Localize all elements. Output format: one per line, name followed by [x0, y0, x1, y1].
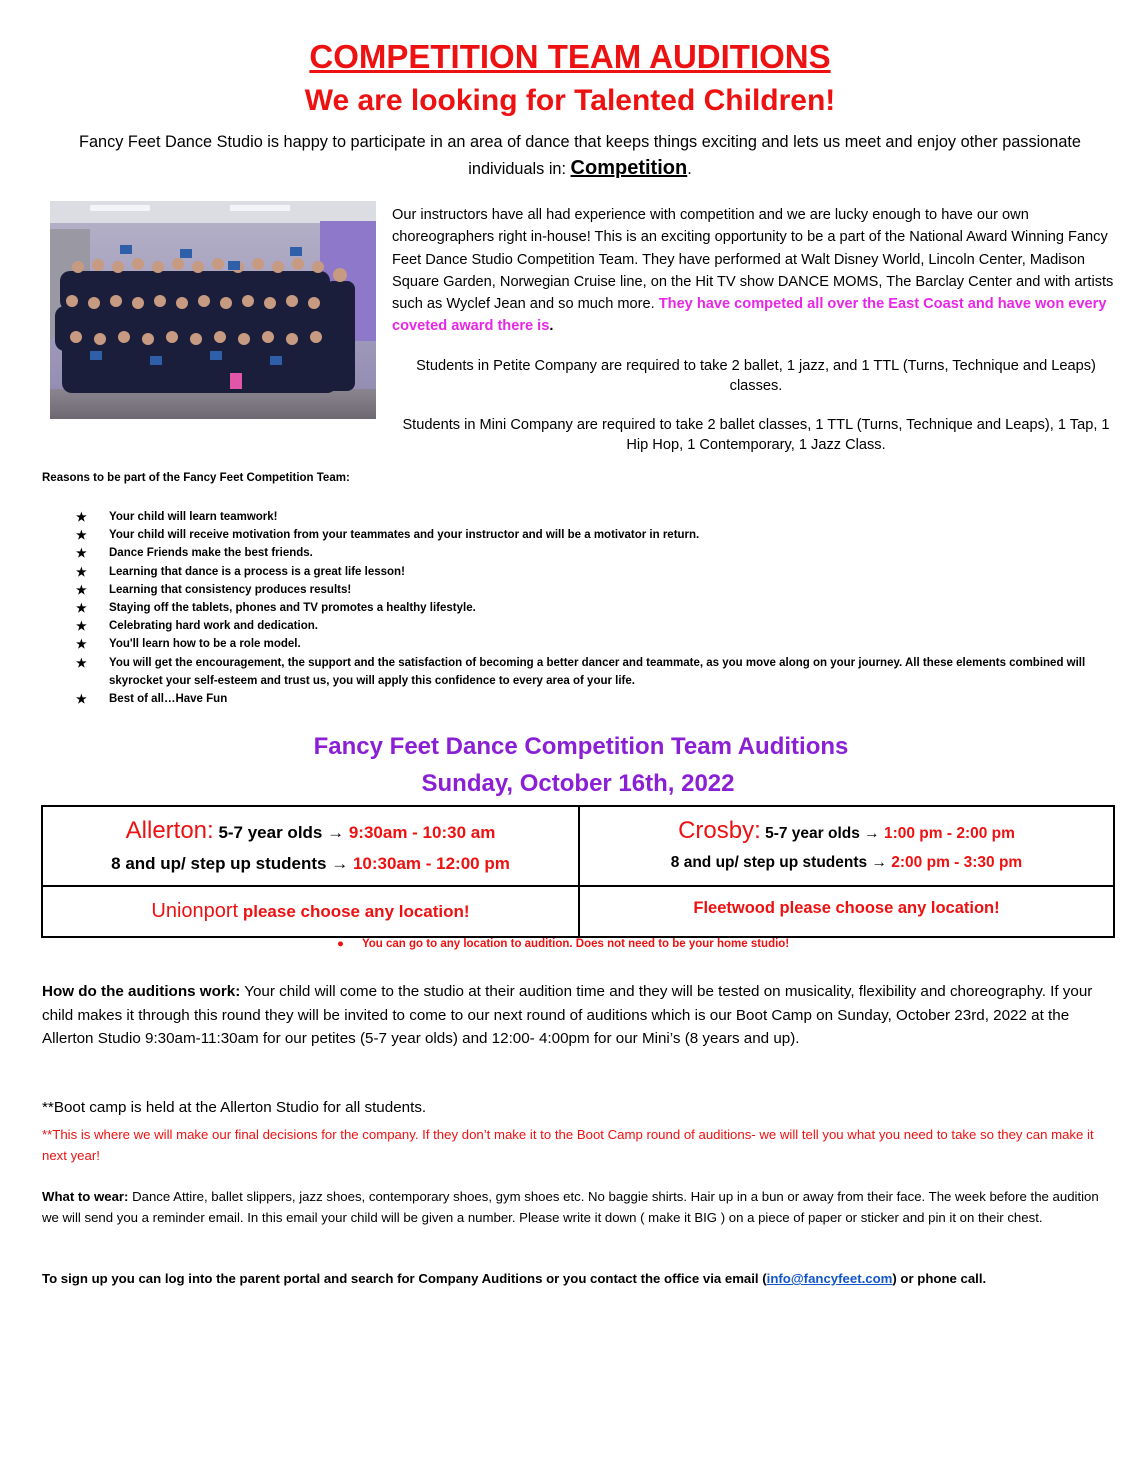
- reason-text: Your child will receive motivation from your teammates and your instructor and will be a motivator in return.: [109, 529, 700, 542]
- about-body: Our instructors have all had experience with competition and we are lucky enough to have our own choreographers right in-house! This is an exciting opportunity to be a part of the National Award Winning Fancy Feet Dance Studio Competition Team. They have performed at Walt Disney World, Lincoln Center, Madison Square Garden, Norwegian Cruise line, on the Hit TV show DANCE MOMS, The Barclay Center and with artists such as Wyclef Jean and so much more.: [392, 207, 1114, 313]
- location-note-text: You can go to any location to audition. Does not need to be your home studio!: [361, 938, 790, 950]
- star-icon: ★: [76, 601, 87, 616]
- signup-info: [42, 1270, 1117, 1288]
- star-icon: ★: [76, 619, 87, 634]
- star-icon: ★: [76, 528, 87, 543]
- crosby-line2: [580, 854, 1113, 872]
- unionport-line: [43, 900, 578, 923]
- allerton-time1: 9:30am - 10:30 am: [348, 823, 496, 842]
- bootcamp-location: **Boot camp is held at the Allerton Studio for all students.: [42, 1099, 427, 1116]
- how-text: Your child will come to the studio at their audition time and they will be tested on musicality, flexibility and choreography. If your child makes it through this round they will be invited to come to our next round of auditions which is our Boot Camp on Sunday, October 23rd, 2022 at the Allerton Studio 9:30am-11:30am for our petites (5-7 year olds) and 12:00- 4:00pm for our Mini’s (8 years and up).: [42, 983, 1093, 1047]
- reason-item: [76, 635, 1086, 653]
- intro-end: .: [687, 160, 692, 178]
- reason-text: Celebrating hard work and dedication.: [109, 620, 318, 633]
- crosby-time1: 1:00 pm - 2:00 pm: [883, 825, 1015, 842]
- reason-item: [76, 654, 1086, 690]
- star-icon: ★: [76, 692, 87, 707]
- crosby-group2: 8 and up/ step up students →: [670, 854, 887, 871]
- unionport-cell: [43, 887, 580, 936]
- reason-item: [76, 544, 1086, 562]
- reason-text: Dance Friends make the best friends.: [109, 547, 313, 560]
- reason-item: [76, 690, 1086, 708]
- crosby-group1: 5-7 year olds →: [765, 825, 880, 842]
- mini-requirements: Students in Mini Company are required to take 2 ballet classes, 1 TTL (Turns, Technique and Leaps), 1 Tap, 1 Hip Hop, 1 Contemporary, 1 Jazz Class.: [402, 417, 1110, 453]
- signup-text-end: ) or phone call.: [892, 1271, 987, 1286]
- reason-text: Staying off the tablets, phones and TV promotes a healthy lifestyle.: [109, 602, 476, 615]
- auditions-title: Fancy Feet Dance Competition Team Auditions: [313, 733, 849, 760]
- allerton-time2: 10:30am - 12:00 pm: [352, 854, 510, 873]
- allerton-name: Allerton:: [125, 817, 214, 844]
- reasons-heading: Reasons to be part of the Fancy Feet Competition Team:: [42, 472, 350, 484]
- about-highlight: They have competed all over the East Coast and have won every coveted award there is: [392, 296, 1107, 335]
- wear-label: What to wear:: [42, 1189, 129, 1204]
- star-icon: ★: [76, 655, 87, 670]
- star-icon: ★: [76, 637, 87, 652]
- reason-item: [76, 526, 1086, 544]
- about-paragraph: [392, 204, 1117, 338]
- reasons-list: [76, 508, 1086, 708]
- crosby-line1: [580, 817, 1113, 845]
- auditions-date: Sunday, October 16th, 2022: [421, 770, 735, 797]
- allerton-line1: [43, 817, 578, 845]
- unionport-text: please choose any location!: [242, 902, 470, 921]
- signup-text: To sign up you can log into the parent portal and search for Company Auditions or you contact the office via email (: [42, 1271, 767, 1286]
- reason-item: [76, 581, 1086, 599]
- wear-text: Dance Attire, ballet slippers, jazz shoes, contemporary shoes, gym shoes etc. No baggie shirts. Hair up in a bun or away from their face. The week before the audition we will send you a reminder email. In this email your child will be given a number. Please write it down ( make it BIG ) on a piece of paper or sticker and pin it on their chest.: [42, 1189, 1099, 1225]
- reason-item: [76, 599, 1086, 617]
- allerton-group1: 5-7 year olds →: [218, 823, 345, 842]
- reason-item: [76, 617, 1086, 635]
- crosby-time2: 2:00 pm - 3:30 pm: [891, 854, 1023, 871]
- reason-item: [76, 563, 1086, 581]
- reason-text: You'll learn how to be a role model.: [109, 638, 301, 651]
- star-icon: ★: [76, 510, 87, 524]
- allerton-line2: [43, 854, 578, 874]
- intro-highlight: Competition: [570, 157, 688, 179]
- crosby-name: Crosby:: [678, 817, 761, 844]
- unionport-name: Unionport: [151, 900, 239, 922]
- page-subtitle: We are looking for Talented Children!: [304, 84, 836, 117]
- star-icon: ★: [76, 546, 87, 561]
- star-icon: ★: [76, 582, 87, 597]
- crosby-cell: [580, 807, 1113, 887]
- reason-text: Best of all…Have Fun: [109, 693, 228, 706]
- team-photo: [50, 201, 376, 419]
- intro-text: [70, 129, 1090, 182]
- allerton-cell: [43, 807, 580, 887]
- bootcamp-decision: **This is where we will make our final decisions for the company. If they don’t make it to the Boot Camp round of auditions- we will tell you what you need to take so they can make it next year!: [42, 1127, 1094, 1163]
- page-title: COMPETITION TEAM AUDITIONS: [309, 38, 831, 75]
- reason-text: You will get the encouragement, the support and the satisfaction of becoming a better dancer and teammate, as you move along on your journey. All these elements combined will skyrocket your self-esteem and trust us, you will apply this confidence to every area of your life.: [109, 656, 1086, 687]
- email-link[interactable]: info@fancyfeet.com: [766, 1271, 893, 1286]
- fleetwood-cell: [580, 887, 1113, 936]
- locations-table: [41, 805, 1115, 938]
- allerton-group2: 8 and up/ step up students →: [111, 854, 349, 873]
- bullet-dot-icon: ●: [337, 938, 344, 950]
- reason-text: Learning that dance is a process is a great life lesson!: [109, 565, 405, 578]
- about-highlight-end: .: [549, 318, 554, 335]
- reason-text: Your child will learn teamwork!: [109, 511, 278, 523]
- reason-text: Learning that consistency produces results!: [109, 583, 352, 596]
- reason-item: [76, 508, 1086, 526]
- star-icon: ★: [76, 564, 87, 579]
- petite-requirements: Students in Petite Company are required to take 2 ballet, 1 jazz, and 1 TTL (Turns, Technique and Leaps) classes.: [416, 358, 1096, 394]
- how-label: How do the auditions work:: [42, 983, 241, 1000]
- fleetwood-text: Fleetwood please choose any location!: [693, 899, 1000, 917]
- what-to-wear: [42, 1186, 1117, 1228]
- how-auditions-work: [42, 980, 1117, 1051]
- location-note: [337, 938, 789, 950]
- intro-body: Fancy Feet Dance Studio is happy to participate in an area of dance that keeps things exciting and lets us meet and enjoy other passionate individuals in:: [79, 133, 1081, 178]
